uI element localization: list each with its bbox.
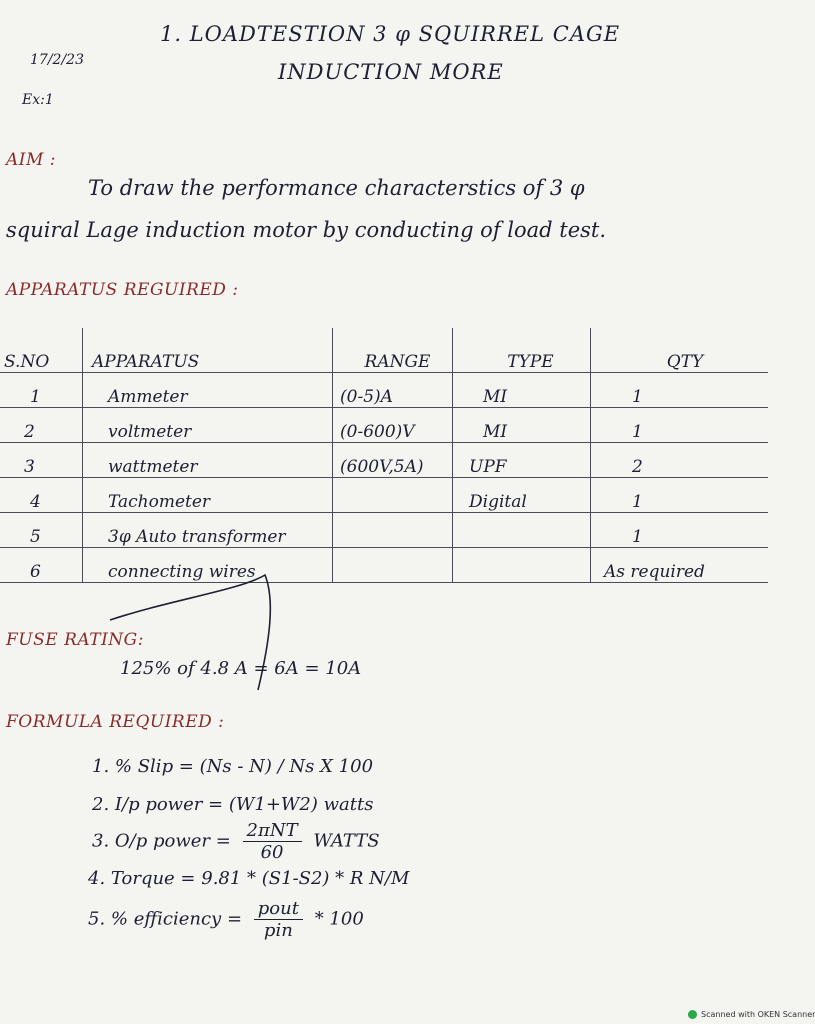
fuse-heading: FUSE RATING: (6, 630, 144, 650)
row-qty: 1 (602, 373, 768, 408)
row-type: MI (459, 408, 602, 443)
row-apparatus: Tachometer (88, 478, 336, 513)
col-type: TYPE (459, 320, 602, 373)
formula-5-denominator: pin (263, 920, 293, 941)
formula-3-fraction (243, 820, 302, 863)
title-line-1: 1. LOADTESTION 3 φ SQUIRREL CAGE (160, 22, 621, 46)
row-apparatus: 3φ Auto transformer (88, 513, 336, 548)
scanner-logo-icon (688, 1010, 697, 1019)
row-sno: 5 (0, 513, 88, 548)
row-range: (0-600)V (336, 408, 459, 443)
row-apparatus: voltmeter (88, 408, 336, 443)
formula-3 (92, 820, 380, 863)
formula-3-unit: WATTS (313, 830, 380, 852)
formula-3-denominator: 60 (260, 842, 284, 863)
row-apparatus: wattmeter (88, 443, 336, 478)
row-qty: 2 (602, 443, 768, 478)
row-range: (600V,5A) (336, 443, 459, 478)
date: 17/2/23 (30, 52, 84, 68)
fuse-value: 125% of 4.8 A = 6A = 10A (120, 658, 362, 679)
formula-5-numerator: pout (254, 898, 303, 920)
row-type: Digital (459, 478, 602, 513)
scanner-text: Scanned with OKEN Scanner (701, 1010, 815, 1019)
formula-3-label: 3. O/p power = (92, 830, 231, 852)
row-qty: 1 (602, 478, 768, 513)
formula-1: 1. % Slip = (Ns - N) / Ns X 100 (92, 756, 374, 777)
formula-5-label: 5. % efficiency = (88, 908, 243, 930)
row-sno: 3 (0, 443, 88, 478)
apparatus-heading: APPARATUS REGUIRED : (6, 280, 239, 300)
formula-4: 4. Torque = 9.81 * (S1-S2) * R N/M (88, 868, 410, 889)
row-apparatus: connecting wires (88, 548, 336, 583)
exercise-number: Ex:1 (22, 92, 54, 108)
row-apparatus: Ammeter (88, 373, 336, 408)
row-type: MI (459, 373, 602, 408)
aim-line-2: squiral Lage induction motor by conducting of load test. (6, 218, 607, 242)
aim-heading: AIM : (6, 150, 57, 170)
row-range: (0-5)A (336, 373, 459, 408)
col-sno: S.NO (0, 320, 88, 373)
row-sno: 1 (0, 373, 88, 408)
title-line-2: INDUCTION MORE (278, 60, 504, 84)
row-sno: 6 (0, 548, 88, 583)
col-qty: QTY (602, 320, 768, 373)
formula-5-tail: * 100 (314, 908, 364, 930)
aim-line-1: To draw the performance characterstics of 3 φ (88, 176, 585, 200)
col-range: RANGE (336, 320, 459, 373)
row-type: UPF (459, 443, 602, 478)
formula-heading: FORMULA REQUIRED : (6, 712, 225, 732)
row-sno: 4 (0, 478, 88, 513)
formula-5 (88, 898, 364, 941)
formula-2: 2. I/p power = (W1+W2) watts (92, 794, 374, 815)
scanner-watermark (688, 1010, 815, 1019)
formula-3-numerator: 2πNT (243, 820, 302, 842)
row-sno: 2 (0, 408, 88, 443)
formula-5-fraction (254, 898, 303, 941)
row-qty: 1 (602, 513, 768, 548)
row-qty: 1 (602, 408, 768, 443)
row-qty: As required (602, 548, 768, 583)
col-apparatus: APPARATUS (88, 320, 336, 373)
